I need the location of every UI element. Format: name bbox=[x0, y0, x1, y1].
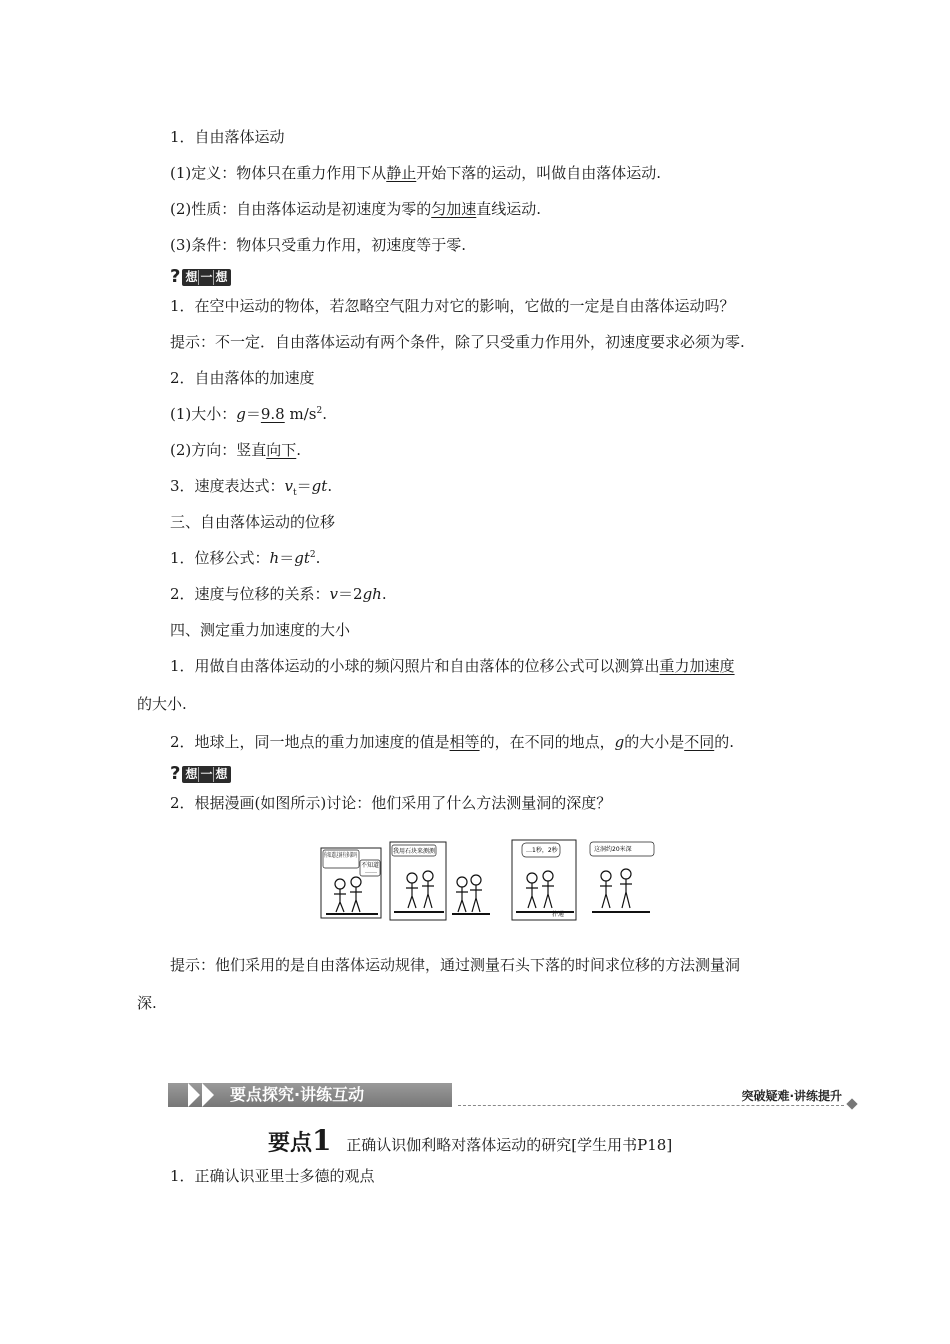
direction-label: (2)方向：竖直 bbox=[170, 441, 267, 459]
hint-2-line1: 提示：他们采用的是自由落体运动规律，通过测量石头下落的时间求位移的方法测量洞 bbox=[170, 956, 741, 974]
property-text: (2)性质：自由落体运动是初速度为零的 bbox=[170, 200, 432, 218]
property-answer: 匀加速 bbox=[431, 200, 477, 218]
definition-line bbox=[170, 163, 661, 183]
item1-answer: 重力加速度 bbox=[659, 657, 735, 675]
key-point-title: 正确认识伽利略对落体运动的研究[学生用书P18] bbox=[346, 1136, 673, 1154]
comic-figures-4 bbox=[526, 871, 554, 908]
think-badge bbox=[170, 765, 231, 783]
v-symbol: v bbox=[284, 477, 294, 495]
question-mark-icon: ? bbox=[170, 266, 181, 287]
gt-term: gt bbox=[311, 477, 328, 495]
bubble-text-1c: …… bbox=[365, 868, 377, 875]
gt-term: gt bbox=[294, 549, 310, 567]
part4-item1-line2: 的大小. bbox=[137, 695, 187, 713]
h-symbol: h bbox=[269, 549, 280, 567]
question-mark-icon: ? bbox=[170, 763, 181, 784]
part4-item2-line bbox=[170, 732, 734, 752]
think-char-2: 一 bbox=[200, 766, 213, 781]
chevron-icon bbox=[188, 1083, 200, 1107]
key-point-heading bbox=[268, 1126, 672, 1160]
bubble-text-1: 你知道这洞有多深吗 bbox=[324, 852, 379, 859]
item2-answer-1: 相等 bbox=[449, 733, 480, 751]
item2-text-c: 的大小是 bbox=[624, 733, 685, 751]
part4-item1-line1 bbox=[170, 656, 735, 676]
g-value: 9.8 bbox=[260, 405, 285, 423]
think-char-3: 想 bbox=[215, 766, 228, 781]
comic-figures-2 bbox=[406, 871, 434, 908]
think-tag bbox=[182, 766, 230, 783]
direction-answer: 向下 bbox=[266, 441, 297, 459]
bubble-text-5: 这洞约20米深 bbox=[594, 846, 632, 853]
sec1-title: 1．自由落体运动 bbox=[170, 128, 285, 146]
think-char-2: 一 bbox=[200, 269, 213, 284]
definition-text-end: 开始下落的运动，叫做自由落体运动. bbox=[416, 164, 662, 182]
part3-title: 三、自由落体运动的位移 bbox=[170, 513, 336, 531]
bubble-text-4: …1秒，2秒 bbox=[526, 847, 558, 854]
comic-figures-5 bbox=[600, 869, 632, 908]
equals-two: ＝2 bbox=[338, 585, 363, 603]
think-char-1: 想 bbox=[185, 766, 198, 781]
condition-line: (3)条件：物体只受重力作用，初速度等于零. bbox=[170, 236, 467, 254]
comic-figures-1 bbox=[334, 877, 362, 912]
item1-text: 1．用做自由落体运动的小球的频闪照片和自由落体的位移公式可以测算出 bbox=[170, 657, 660, 675]
hint-2-line2: 深. bbox=[137, 994, 157, 1012]
displacement-label: 1．位移公式： bbox=[170, 549, 270, 567]
sec2-title: 2．自由落体的加速度 bbox=[170, 369, 315, 387]
period: . bbox=[381, 585, 387, 603]
think-char-1: 想 bbox=[185, 269, 198, 284]
comic-figures-3 bbox=[456, 875, 482, 912]
definition-text: (1)定义：物体只在重力作用下从 bbox=[170, 164, 387, 182]
period: . bbox=[322, 405, 327, 423]
diamond-icon bbox=[846, 1098, 857, 1109]
velocity-displacement-line bbox=[170, 584, 387, 604]
equals: ＝ bbox=[245, 405, 261, 423]
gh-term: gh bbox=[362, 585, 382, 603]
question-1: 1．在空中运动的物体，若忽略空气阻力对它的影响，它做的一定是自由落体运动吗？ bbox=[170, 297, 735, 315]
part4-title: 四、测定重力加速度的大小 bbox=[170, 621, 351, 639]
item2-text-a: 2．地球上，同一地点的重力加速度的值是 bbox=[170, 733, 450, 751]
banner-subtitle: 突破疑难·讲练提升 bbox=[741, 1089, 842, 1103]
think-badge bbox=[170, 268, 231, 286]
item2-text-b: 的，在不同的地点， bbox=[479, 733, 615, 751]
equals: ＝ bbox=[296, 477, 312, 495]
bubble-text-1b: 不知道 bbox=[361, 862, 380, 869]
key-point-item-1: 1．正确认识亚里士多德的观点 bbox=[170, 1167, 375, 1185]
period: . bbox=[315, 549, 321, 567]
property-line bbox=[170, 199, 541, 219]
definition-answer: 静止 bbox=[386, 164, 417, 182]
velocity-label: 3．速度表达式： bbox=[170, 477, 285, 495]
bubble-text-4b: 扑通 bbox=[552, 911, 565, 918]
equals: ＝ bbox=[279, 549, 295, 567]
g-unit: m/s bbox=[284, 405, 317, 423]
period: . bbox=[327, 477, 333, 495]
t-exponent: 2 bbox=[309, 550, 316, 560]
velocity-expression-line bbox=[170, 476, 332, 496]
period: . bbox=[296, 441, 302, 459]
item2-answer-2: 不同 bbox=[684, 733, 715, 751]
direction-line bbox=[170, 440, 301, 460]
section-banner bbox=[168, 1081, 858, 1111]
relation-label: 2．速度与位移的关系： bbox=[170, 585, 330, 603]
key-point-word: 要点 bbox=[268, 1131, 313, 1156]
displacement-formula-line bbox=[170, 548, 320, 568]
t-subscript: t bbox=[293, 488, 297, 498]
question-2: 2．根据漫画(如图所示)讨论：他们采用了什么方法测量洞的深度？ bbox=[170, 794, 612, 812]
g-symbol: g bbox=[614, 733, 625, 751]
hint-1: 提示：不一定．自由落体运动有两个条件，除了只受重力作用外，初速度要求必须为零. bbox=[170, 333, 745, 351]
magnitude-label: (1)大小： bbox=[170, 405, 237, 423]
unit-exponent: 2 bbox=[316, 406, 323, 416]
item2-text-d: 的. bbox=[714, 733, 734, 751]
v-symbol: v bbox=[329, 585, 339, 603]
key-point-number: 1 bbox=[312, 1124, 332, 1157]
magnitude-line bbox=[170, 404, 327, 424]
chevron-icon bbox=[202, 1083, 214, 1107]
banner-divider bbox=[458, 1105, 844, 1106]
banner-title: 要点探究·讲练互动 bbox=[230, 1085, 365, 1104]
bubble-text-2: 我用石块来测测 bbox=[393, 848, 436, 855]
property-text-end: 直线运动. bbox=[476, 200, 542, 218]
g-symbol: g bbox=[236, 405, 246, 423]
think-char-3: 想 bbox=[215, 269, 228, 284]
comic-strip-illustration bbox=[320, 838, 656, 924]
think-tag bbox=[182, 269, 230, 286]
key-point-label bbox=[268, 1124, 332, 1157]
